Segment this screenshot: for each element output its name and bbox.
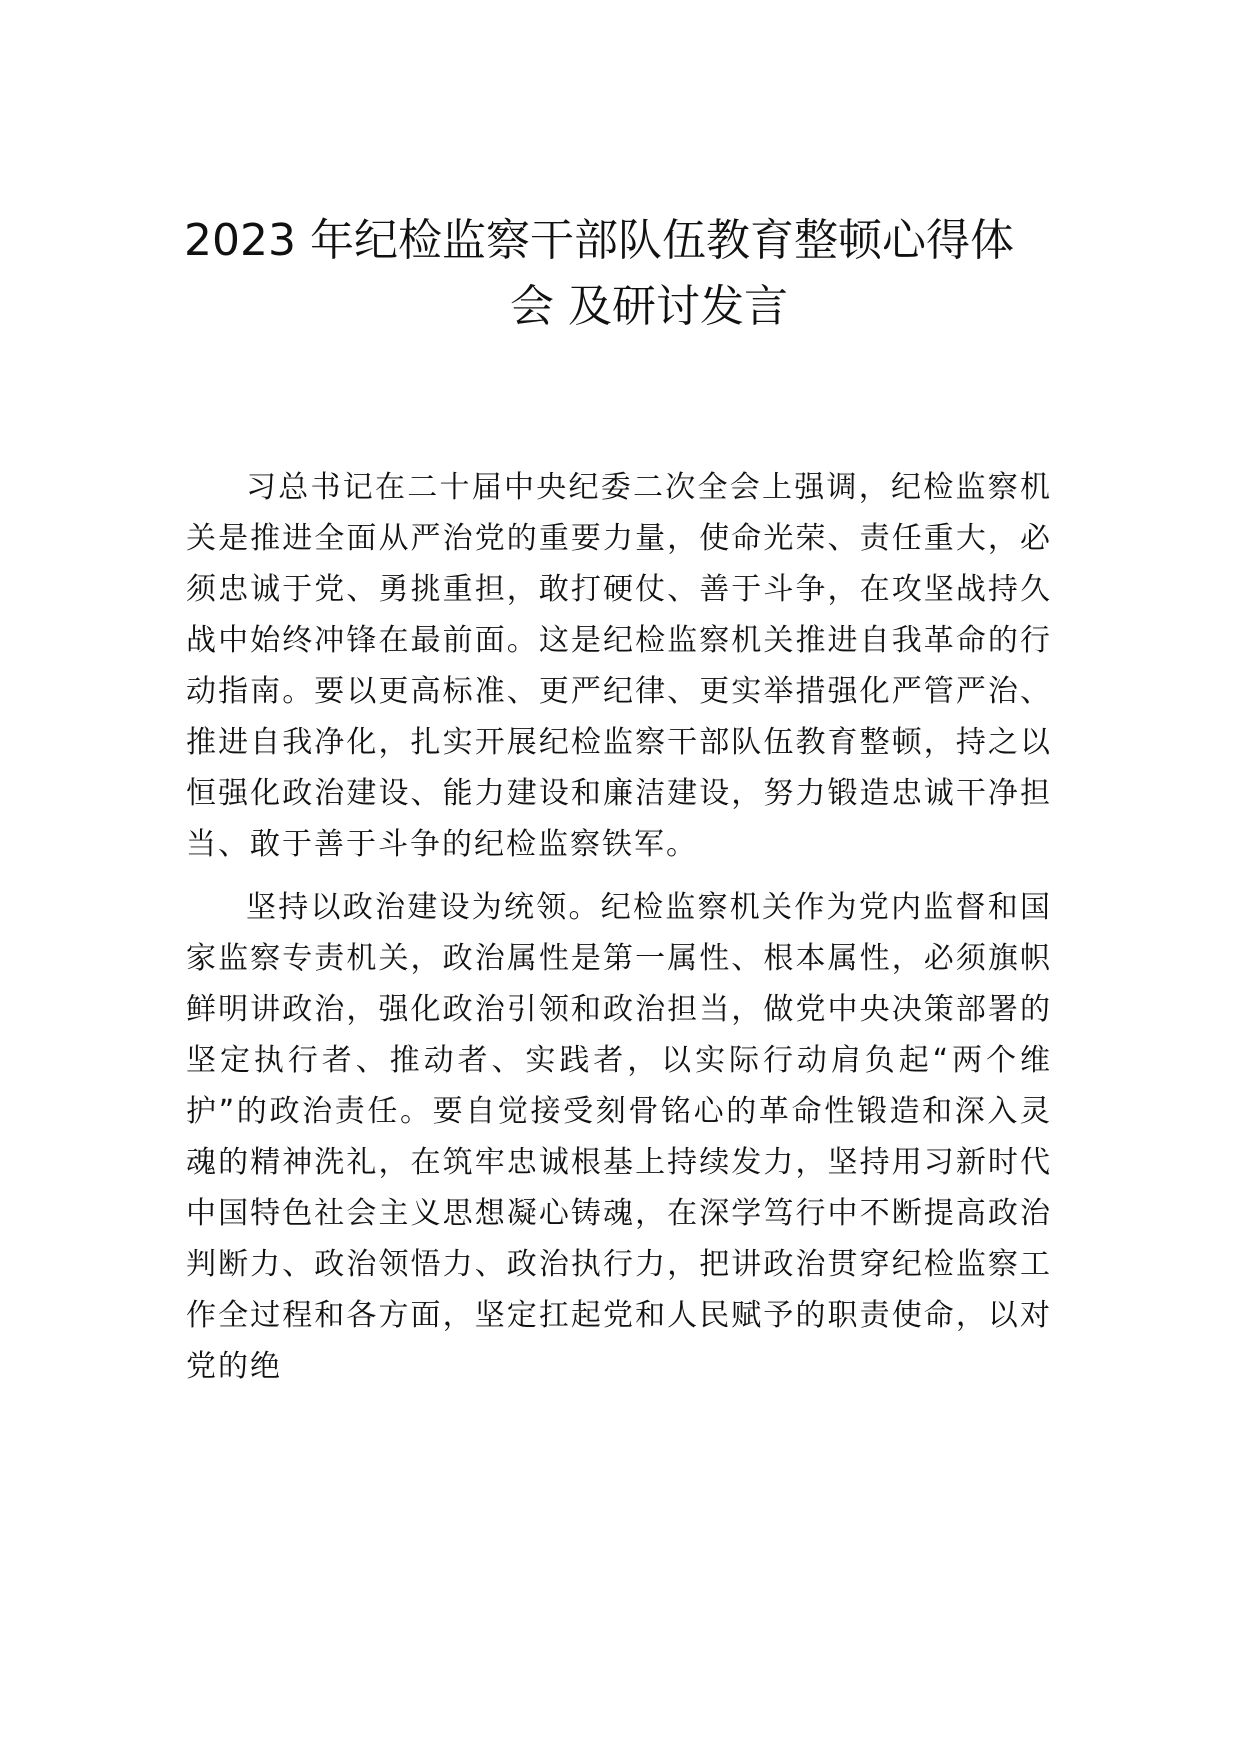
- document-body: [186, 462, 1052, 1404]
- paragraph-1: 习总书记在二十届中央纪委二次全会上强调，纪检监察机关是推进全面从严治党的重要力量，使命光荣、责任重大，必须忠诚于党、勇挑重担，敢打硬仗、善于斗争，在攻坚战持久战中始终冲锋在最前面。这是纪检监察机关推进自我革命的行动指南。要以更高标准、更严纪律、更实举措强化严管严治、推进自我净化，扎实开展纪检监察干部队伍教育整顿，持之以恒强化政治建设、能力建设和廉洁建设，努力锻造忠诚干净担当、敢于善于斗争的纪检监察铁军。: [186, 470, 1052, 862]
- title-line-1: 2023 年纪检监察干部队伍教育整顿心得体: [184, 215, 1014, 266]
- title-line-2: 会 及研讨发言: [510, 281, 788, 332]
- document-title: [150, 214, 1100, 334]
- paragraph-2: 坚持以政治建设为统领。纪检监察机关作为党内监督和国家监察专责机关，政治属性是第一属性、根本属性，必须旗帜鲜明讲政治，强化政治引领和政治担当，做党中央决策部署的坚定执行者、推动者、实践者，以实际行动肩负起“两个维护”的政治责任。要自觉接受刻骨铭心的革命性锻造和深入灵魂的精神洗礼，在筑牢忠诚根基上持续发力，坚持用习新时代中国特色社会主义思想凝心铸魂，在深学笃行中不断提高政治判断力、政治领悟力、政治执行力，把讲政治贯穿纪检监察工作全过程和各方面，坚定扛起党和人民赋予的职责使命，以对党的绝: [186, 890, 1052, 1384]
